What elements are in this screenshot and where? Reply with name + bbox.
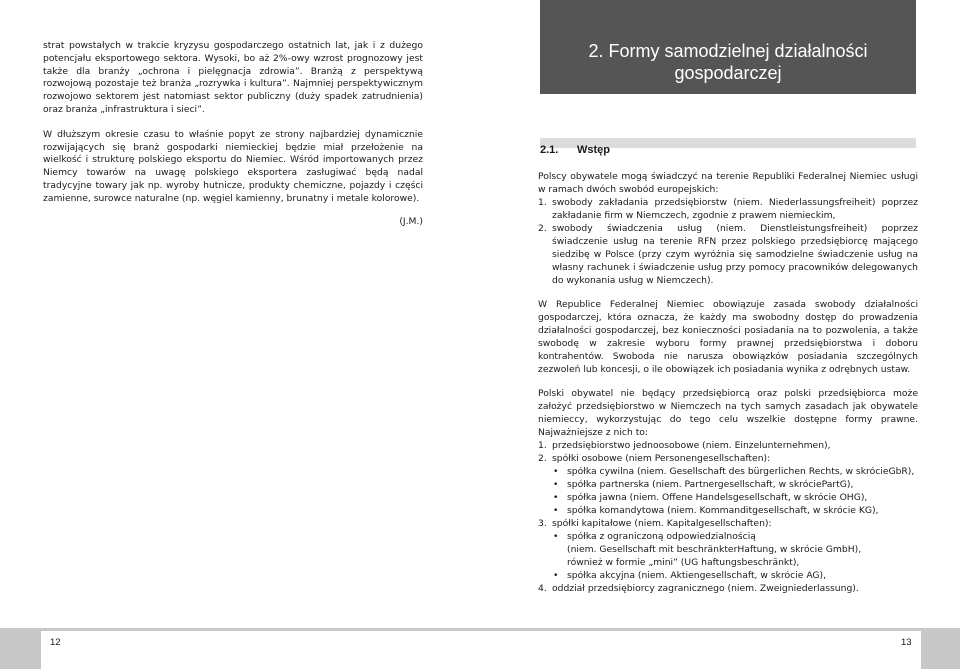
bullet-icon: • [553,492,559,503]
legal-forms-paragraph: Polski obywatel nie będący przedsiębiorcą oraz polski przedsiębiorca może założyć przedsiębiorstwo w Niemczech na tych samych zasadach jak obywatele niemieccy, wykorzystując do tego celu wszelkie dostępne formy prawne. Najważniejsze z nich to: [538,388,918,438]
bullet-continuation: również w formie „mini” (UG haftungsbeschränkt), [567,557,800,568]
list-item [538,452,918,465]
list-number: 4. [538,583,547,594]
bullet-item [538,491,918,504]
list-item [538,517,918,530]
bullet-text: spółka jawna (niem. Offene Handelsgesellschaft, w skrócie OHG), [567,492,868,503]
bullet-item [538,530,918,543]
list-item [538,439,918,452]
bullet-item [538,478,918,491]
author-signature: (J.M.) [399,215,423,227]
footer-inner [41,631,921,669]
bullet-icon: • [553,570,559,581]
chapter-banner [540,0,916,94]
bullet-text: spółka akcyjna (niem. Aktiengesellschaft, w skrócie AG), [567,570,827,581]
list-item [538,196,918,222]
list-number: 2. [538,223,547,234]
list-number: 3. [538,518,547,529]
legal-forms-list [538,439,918,595]
bullet-continuation: (niem. Gesellschaft mit beschränkterHaftung, w skrócie GmbH), [567,544,862,555]
bullet-icon: • [553,466,559,477]
bullet-text: spółka komandytowa (niem. Kommanditgesellschaft, w skrócie KG), [567,505,879,516]
chapter-title-line-2: gospodarczej [674,63,782,83]
left-page-body [43,40,423,227]
list-text: spółki osobowe (niem Personengesellschaften): [552,453,771,464]
list-number: 1. [538,197,547,208]
list-number: 1. [538,440,547,451]
intro-paragraph: Polscy obywatele mogą świadczyć na terenie Republiki Federalnej Niemiec usługi w ramach dwóch swobód europejskich: [538,171,918,195]
right-page-body [538,170,918,595]
list-text: swobody świadczenia usług (niem. Dienstleistungsfreiheit) poprzez świadczenie usług na terenie RFN przez polskiego przedsiębiorcę mającego siedzibę w Polsce (przy czym wyróżnia się samodzielne świadczenie usług na własny rachunek i świadczenie usług przy pomocy pracowników delegowanych do wykonania usług w Niemczech). [552,223,918,286]
page-number-right: 13 [901,637,912,648]
list-text: spółki kapitałowe (niem. Kapitalgesellschaften): [552,518,772,529]
section-title: Wstęp [577,144,610,156]
bullet-icon: • [553,479,559,490]
list-item [538,582,918,595]
bullet-icon: • [553,505,559,516]
section-number: 2.1. [540,144,559,156]
list-text: oddział przedsiębiorcy zagranicznego (niem. Zweigniederlassung). [552,583,859,594]
left-paragraph-2: W dłuższym okresie czasu to właśnie popyt ze strony najbardziej dynamicznie rozwijających się branż gospodarki niemieckiej będzie miał przełożenie na wielkość i strukturę polskiego eksportu do Niemiec. Wśród importowanych przez Niemcy towarów na uwagę polskiego eksportera zasługiwać będą nadal tradycyjne towary jak np. wyroby hutnicze, produkty chemiczne, pojazdy i części zamienne, surowce naturalne (np. węgiel kamienny, brunatny i metale kolorowe). [43,128,423,204]
list-item [538,222,918,287]
list-text: swobody zakładania przedsiębiorstw (niem. Niederlassungsfreiheit) poprzez zakładanie firm w Niemczech, zgodnie z prawem niemieckim, [552,197,918,221]
page-number-left: 12 [50,637,61,648]
freedoms-list [538,196,918,287]
bullet-item [538,465,918,478]
bullet-text: spółka partnerska (niem. Partnergesellschaft, w skróciePartG), [567,479,854,490]
bullet-icon: • [553,531,559,542]
bullet-item [538,569,918,582]
list-text: przedsiębiorstwo jednoosobowe (niem. Einzelunternehmen), [552,440,831,451]
chapter-title-line-1: 2. Formy samodzielnej działalności [588,41,868,61]
left-paragraph-1: strat powstałych w trakcie kryzysu gospodarczego ostatnich lat, jak i z dużego potencjału eksportowego sektora. Wysoki, bo aż 2%-owy wzrost prognozowy jest także dla branży „ochrona i pielęgnacja zdrowia”. Branżą z perspektywą rozwojową pozostaje też branża „rozrywka i kultura”. Najmniej perspektywicznym rozwojowo sektorem jest natomiast sektor publiczny (duży spadek zatrudnienia) oraz branża „infrastruktura i sieci”. [43,40,423,115]
bullet-text: spółka cywilna (niem. Gesellschaft des bürgerlichen Rechts, w skrócieGbR), [567,466,915,477]
list-number: 2. [538,453,547,464]
freedom-paragraph: W Republice Federalnej Niemiec obowiązuje zasada swobody działalności gospodarczej, która oznacza, że każdy ma swobodny dostęp do prowadzenia działalności gospodarczej, bez konieczności posiadania na to pozwolenia, a także swobodę w zakresie wyboru formy prawnej przedsiębiorstwa i doboru kontrahentów. Swoboda nie narusza obowiązków posiadania szczególnych zezwoleń lub koncesji, o ile obowiązek ich posiadania wynika z odrębnych ustaw. [538,299,918,375]
bullet-item [538,504,918,517]
bullet-text: spółka z ograniczoną odpowiedzialnością [567,531,756,542]
